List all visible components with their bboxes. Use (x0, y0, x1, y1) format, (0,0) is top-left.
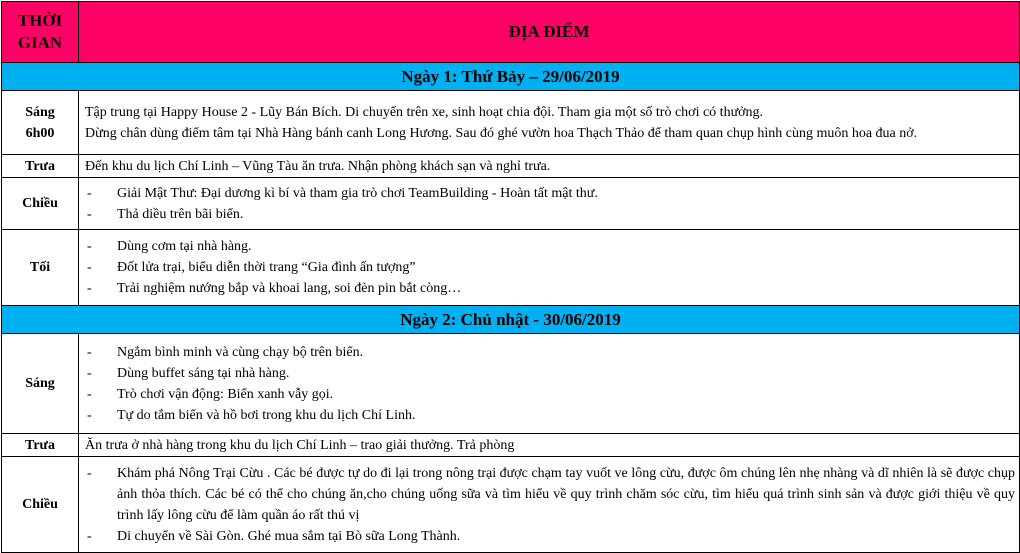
list-item: - Trải nghiệm nướng bắp và khoai lang, soi đèn pin bắt còng… (79, 278, 1019, 299)
day2-afternoon-label: Chiều (2, 457, 79, 553)
day1-afternoon-content (79, 178, 1020, 230)
day2-noon-row (2, 434, 1020, 457)
day1-title: Ngày 1: Thứ Bảy – 29/06/2019 (2, 63, 1020, 91)
list-item: - Thả diều trên bãi biển. (79, 204, 1019, 225)
header-row (2, 2, 1020, 63)
day2-morning-row (2, 334, 1020, 434)
list-item: - Ngắm bình minh và cùng chạy bộ trên biển. (79, 342, 1019, 363)
itinerary-table (1, 1, 1020, 553)
list-item: - Giải Mật Thư: Đại dương kì bí và tham gia trò chơi TeamBuilding - Hoàn tất mật thư. (79, 183, 1019, 204)
day2-morning-label: Sáng (2, 334, 79, 434)
day1-morning-label-2: 6h00 (25, 125, 55, 141)
day2-morning-content (79, 334, 1020, 434)
day2-title: Ngày 2: Chủ nhật - 30/06/2019 (2, 306, 1020, 334)
day1-evening-label: Tối (2, 230, 79, 306)
list-item: - Di chuyển về Sài Gòn. Ghé mua sắm tại Bò sữa Long Thành. (79, 526, 1019, 547)
day1-evening-row (2, 230, 1020, 306)
header-time: THỜI GIAN (2, 2, 79, 63)
day2-noon-label: Trưa (2, 434, 79, 457)
list-item: - Dùng buffet sáng tại nhà hàng. (79, 363, 1019, 384)
day1-morning-content (79, 91, 1020, 155)
list-item: - Dùng cơm tại nhà hàng. (79, 236, 1019, 257)
day1-morning-line-1: Tập trung tại Happy House 2 - Lũy Bán Bích. Di chuyển trên xe, sinh hoạt chia đội. Tham gia một số trò chơi có thưởng. (85, 104, 764, 120)
day2-title-row (2, 306, 1020, 334)
day1-title-row (2, 63, 1020, 91)
list-item: - Trò chơi vận động: Biển xanh vẫy gọi. (79, 384, 1019, 405)
list-item: - Đốt lửa trại, biểu diễn thời trang “Gia đình ấn tượng” (79, 257, 1019, 278)
day1-noon-content: Đến khu du lịch Chí Linh – Vũng Tàu ăn trưa. Nhận phòng khách sạn và nghỉ trưa. (79, 155, 1020, 178)
header-place: ĐỊA ĐIỂM (79, 2, 1020, 63)
day1-noon-label: Trưa (2, 155, 79, 178)
day1-morning-row (2, 91, 1020, 155)
day2-afternoon-row (2, 457, 1020, 553)
list-item: - Tự do tắm biển và hồ bơi trong khu du lịch Chí Linh. (79, 405, 1019, 426)
day1-afternoon-label: Chiều (2, 178, 79, 230)
day1-morning-line-2: Dừng chân dùng điểm tâm tại Nhà Hàng bánh canh Long Hương. Sau đó ghé vườn hoa Thạch Thảo để tham quan chụp hình cùng muôn hoa đua nở. (85, 125, 918, 141)
day1-evening-content (79, 230, 1020, 306)
day1-noon-row (2, 155, 1020, 178)
day1-afternoon-row (2, 178, 1020, 230)
list-item: - Khám phá Nông Trại Cừu . Các bé được tự do đi lại trong nông trại được chạm tay vuốt ve lông cừu, được ôm chúng lên nhẹ nhàng và dĩ nhiên là sẽ được chụp ảnh thỏa thích. Các bé có thể cho chúng ăn,cho chúng uống sữa và tìm hiểu về quy trình chăm sóc cừu, tìm hiểu quá trình sinh sản và được giới thiệu về quy trình lấy lông cừu để làm quần áo rất thú vị (79, 463, 1019, 526)
day1-morning-label-1: Sáng (25, 104, 55, 120)
day2-noon-content: Ăn trưa ở nhà hàng trong khu du lịch Chí Linh – trao giải thưởng. Trả phòng (79, 434, 1020, 457)
day2-afternoon-content (79, 457, 1020, 553)
day1-morning-label (2, 91, 79, 155)
